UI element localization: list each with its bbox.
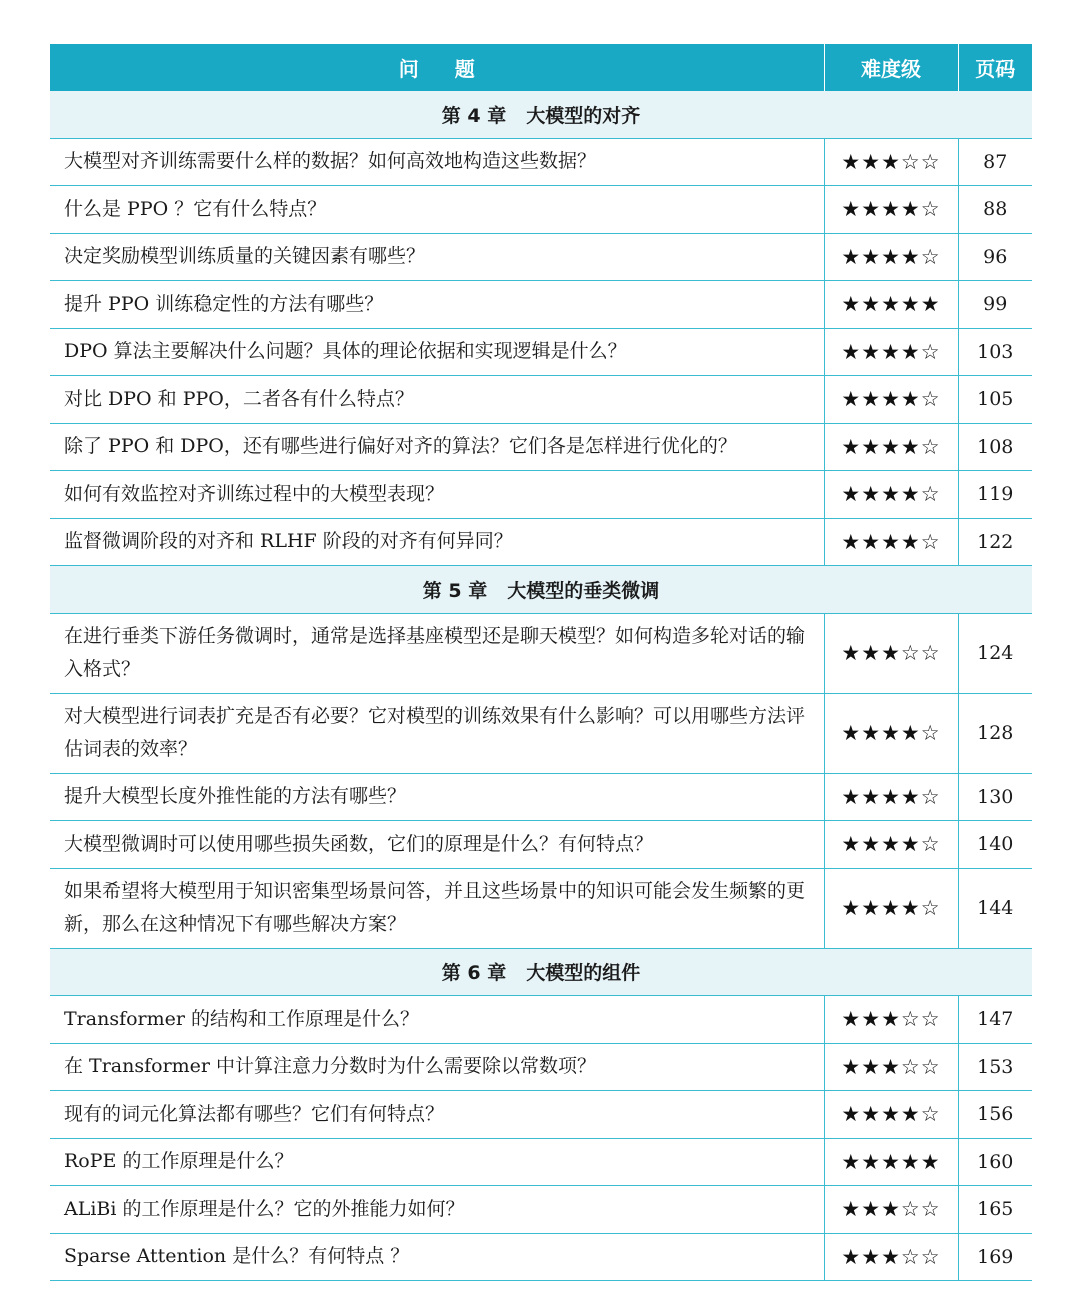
chapter-title: 大模型的对齐: [526, 104, 641, 127]
chapter-heading: [50, 948, 1032, 996]
page-number: 156: [958, 1091, 1032, 1139]
page-number: 122: [958, 518, 1032, 566]
chapter-heading: [50, 91, 1032, 138]
table-row: [50, 376, 1032, 424]
page-number: 87: [958, 138, 1032, 186]
page-number: 144: [958, 868, 1032, 948]
header-question: 问 题: [50, 44, 824, 91]
question-cell: 在进行垂类下游任务微调时，通常是选择基座模型还是聊天模型？如何构造多轮对话的输入格式？: [50, 613, 824, 693]
table-body: [50, 91, 1032, 1281]
difficulty-stars: ★★★★☆: [824, 376, 958, 424]
header-difficulty: 难度级: [824, 44, 958, 91]
chapter-number: 第 5 章: [422, 579, 488, 602]
question-cell: Transformer 的结构和工作原理是什么？: [50, 996, 824, 1044]
difficulty-stars: ★★★★☆: [824, 821, 958, 869]
difficulty-stars: ★★★★☆: [824, 233, 958, 281]
table-row: [50, 186, 1032, 234]
table-row: [50, 423, 1032, 471]
question-cell: 现有的词元化算法都有哪些？它们有何特点？: [50, 1091, 824, 1139]
table-row: [50, 518, 1032, 566]
page-number: 153: [958, 1043, 1032, 1091]
difficulty-stars: ★★★★☆: [824, 868, 958, 948]
page-number: 96: [958, 233, 1032, 281]
table-row: [50, 281, 1032, 329]
question-cell: RoPE 的工作原理是什么？: [50, 1138, 824, 1186]
question-cell: 对比 DPO 和 PPO，二者各有什么特点？: [50, 376, 824, 424]
question-cell: 如何有效监控对齐训练过程中的大模型表现？: [50, 471, 824, 519]
page-number: 169: [958, 1233, 1032, 1281]
table-header-row: [50, 44, 1032, 91]
table-row: [50, 1043, 1032, 1091]
question-cell: 决定奖励模型训练质量的关键因素有哪些？: [50, 233, 824, 281]
question-index-table-container: [50, 44, 1032, 1281]
header-page: 页码: [958, 44, 1032, 91]
chapter-heading: [50, 566, 1032, 614]
page-number: 147: [958, 996, 1032, 1044]
difficulty-stars: ★★★☆☆: [824, 138, 958, 186]
table-row: [50, 1138, 1032, 1186]
question-cell: 什么是 PPO ？它有什么特点？: [50, 186, 824, 234]
difficulty-stars: ★★★★☆: [824, 423, 958, 471]
question-cell: DPO 算法主要解决什么问题？具体的理论依据和实现逻辑是什么？: [50, 328, 824, 376]
table-row: [50, 821, 1032, 869]
difficulty-stars: ★★★★☆: [824, 693, 958, 773]
chapter-row: [50, 566, 1032, 614]
table-row: [50, 613, 1032, 693]
difficulty-stars: ★★★☆☆: [824, 1043, 958, 1091]
chapter-number: 第 4 章: [441, 104, 507, 127]
page-number: 105: [958, 376, 1032, 424]
table-row: [50, 868, 1032, 948]
page-number: 160: [958, 1138, 1032, 1186]
page-number: 88: [958, 186, 1032, 234]
table-row: [50, 996, 1032, 1044]
question-cell: 监督微调阶段的对齐和 RLHF 阶段的对齐有何异同？: [50, 518, 824, 566]
table-row: [50, 1233, 1032, 1281]
chapter-number: 第 6 章: [441, 962, 507, 985]
question-cell: Sparse Attention 是什么？有何特点 ？: [50, 1233, 824, 1281]
difficulty-stars: ★★★★☆: [824, 328, 958, 376]
question-cell: 在 Transformer 中计算注意力分数时为什么需要除以常数项？: [50, 1043, 824, 1091]
difficulty-stars: ★★★★☆: [824, 518, 958, 566]
page-number: 140: [958, 821, 1032, 869]
difficulty-stars: ★★★★☆: [824, 1091, 958, 1139]
table-row: [50, 328, 1032, 376]
question-cell: 大模型对齐训练需要什么样的数据？如何高效地构造这些数据？: [50, 138, 824, 186]
chapter-title: 大模型的垂类微调: [507, 579, 660, 602]
chapter-row: [50, 948, 1032, 996]
page-number: 119: [958, 471, 1032, 519]
table-row: [50, 138, 1032, 186]
page-number: 128: [958, 693, 1032, 773]
page-number: 165: [958, 1186, 1032, 1234]
question-cell: 对大模型进行词表扩充是否有必要？它对模型的训练效果有什么影响？可以用哪些方法评估词表的效率？: [50, 693, 824, 773]
difficulty-stars: ★★★★★: [824, 1138, 958, 1186]
page-number: 130: [958, 773, 1032, 821]
difficulty-stars: ★★★★☆: [824, 186, 958, 234]
difficulty-stars: ★★★☆☆: [824, 1233, 958, 1281]
page-number: 99: [958, 281, 1032, 329]
page-number: 108: [958, 423, 1032, 471]
table-row: [50, 773, 1032, 821]
table-row: [50, 1091, 1032, 1139]
chapter-title: 大模型的组件: [526, 962, 641, 985]
difficulty-stars: ★★★☆☆: [824, 613, 958, 693]
difficulty-stars: ★★★★☆: [824, 773, 958, 821]
difficulty-stars: ★★★☆☆: [824, 996, 958, 1044]
chapter-row: [50, 91, 1032, 138]
difficulty-stars: ★★★☆☆: [824, 1186, 958, 1234]
table-row: [50, 1186, 1032, 1234]
question-cell: 提升大模型长度外推性能的方法有哪些？: [50, 773, 824, 821]
question-cell: 大模型微调时可以使用哪些损失函数，它们的原理是什么？有何特点？: [50, 821, 824, 869]
question-cell: ALiBi 的工作原理是什么？它的外推能力如何？: [50, 1186, 824, 1234]
difficulty-stars: ★★★★☆: [824, 471, 958, 519]
question-cell: 如果希望将大模型用于知识密集型场景问答，并且这些场景中的知识可能会发生频繁的更新，那么在这种情况下有哪些解决方案？: [50, 868, 824, 948]
question-index-table: [50, 44, 1032, 1281]
page-number: 124: [958, 613, 1032, 693]
table-row: [50, 693, 1032, 773]
question-cell: 除了 PPO 和 DPO，还有哪些进行偏好对齐的算法？它们各是怎样进行优化的？: [50, 423, 824, 471]
table-row: [50, 233, 1032, 281]
question-cell: 提升 PPO 训练稳定性的方法有哪些？: [50, 281, 824, 329]
table-row: [50, 471, 1032, 519]
difficulty-stars: ★★★★★: [824, 281, 958, 329]
page-number: 103: [958, 328, 1032, 376]
